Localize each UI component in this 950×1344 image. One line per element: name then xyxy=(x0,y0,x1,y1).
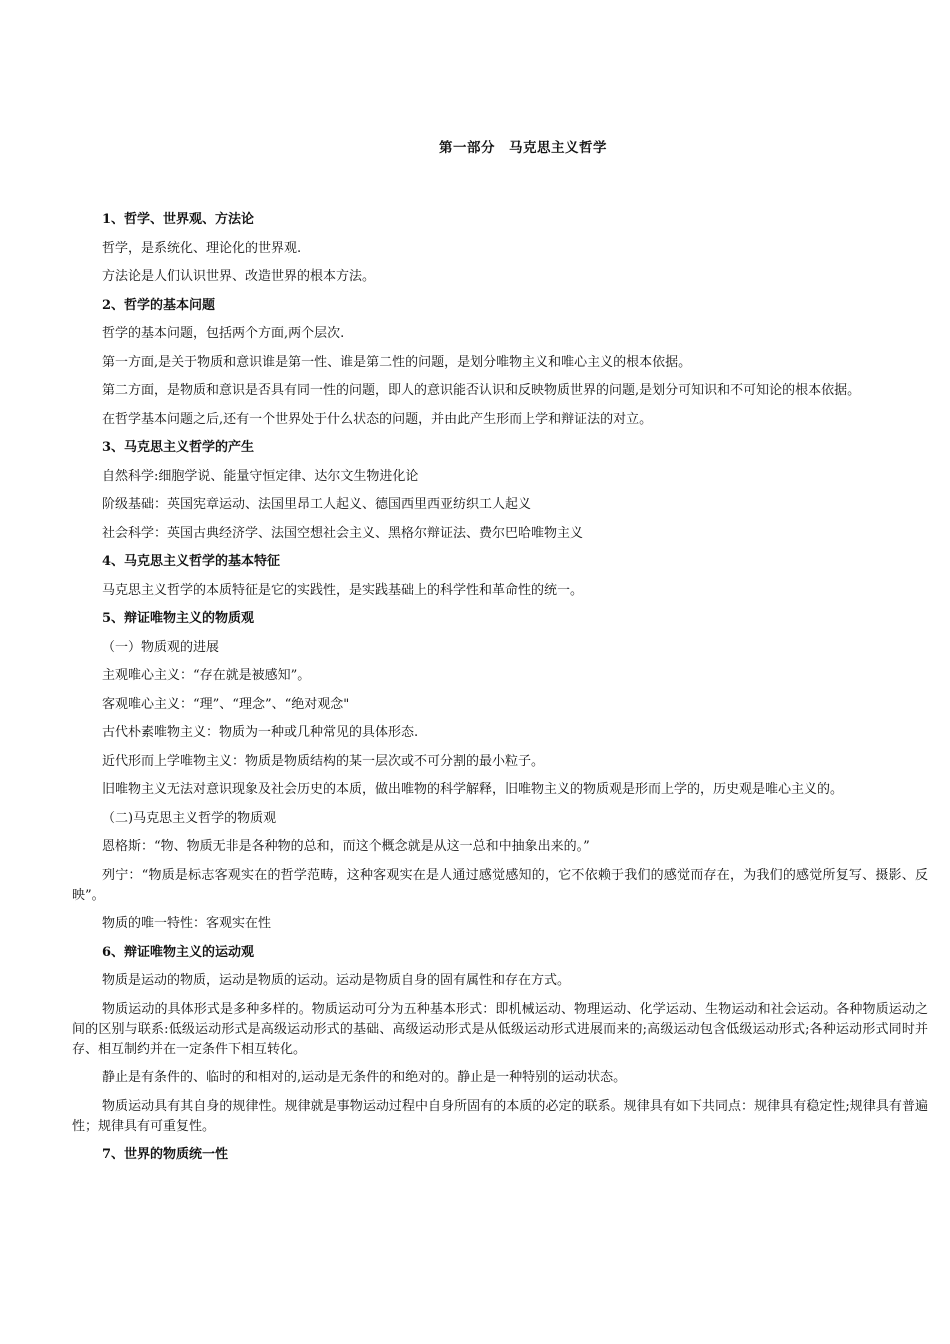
paragraph: 在哲学基本问题之后,还有一个世界处于什么状态的问题，并由此产生形而上学和辩证法的对立。 xyxy=(102,411,653,427)
section-heading: 3、马克思主义哲学的产生 xyxy=(102,440,255,455)
section-heading: 7、世界的物质统一性 xyxy=(102,1147,229,1162)
paragraph: 哲学的基本问题，包括两个方面,两个层次. xyxy=(102,326,345,341)
paragraph: 物质运动的具体形式是多种多样的。物质运动可分为五种基本形式：即机械运动、物理运动、化学运动、生物运动和社会运动。各种物质运动之间的区别与联系:低级运动形式是高级运动形式的基础、高级运动形式是从低级运动形式进展而来的;高级运动包含低级运动形式;各种运动形式同时并存、相互制约并在一定条件下相互转化。 xyxy=(72,1001,928,1057)
document-title: 第一部分 马克思主义哲学 xyxy=(439,140,607,156)
section-heading: 6、辩证唯物主义的运动观 xyxy=(102,944,255,960)
paragraph: （二)马克思主义哲学的物质观 xyxy=(102,810,277,826)
paragraph: 马克思主义哲学的本质特征是它的实践性，是实践基础上的科学性和革命性的统一。 xyxy=(102,582,584,598)
paragraph: 社会科学：英国古典经济学、法国空想社会主义、黑格尔辩证法、费尔巴哈唯物主义 xyxy=(102,525,584,541)
paragraph: 第一方面,是关于物质和意识谁是第一性、谁是第二性的问题，是划分唯物主义和唯心主义的根本依据。 xyxy=(102,354,692,370)
paragraph: 第二方面，是物质和意识是否具有同一性的问题，即人的意识能否认识和反映物质世界的问题,是划分可知识和不可知论的根本依据。 xyxy=(102,383,861,398)
document-body xyxy=(72,210,928,1174)
paragraph: 恩格斯：“物、物质无非是各种物的总和，而这个概念就是从这一总和中抽象出来的。” xyxy=(102,839,590,854)
paragraph: 阶级基础：英国宪章运动、法国里昂工人起义、德国西里西亚纺织工人起义 xyxy=(102,497,532,512)
paragraph: 旧唯物主义无法对意识现象及社会历史的本质，做出唯物的科学解释，旧唯物主义的物质观是形而上学的，历史观是唯心主义的。 xyxy=(102,782,844,797)
section-heading: 2、哲学的基本问题 xyxy=(102,297,216,313)
section-heading: 1、哲学、世界观、方法论 xyxy=(102,212,255,227)
paragraph: 自然科学:细胞学说、能量守恒定律、达尔文生物进化论 xyxy=(102,468,419,484)
paragraph: 主观唯心主义：“存在就是被感知”。 xyxy=(102,668,311,683)
paragraph: 古代朴素唯物主义：物质为一种或几种常见的具体形态. xyxy=(102,725,419,740)
paragraph: 静止是有条件的、临时的和相对的,运动是无条件的和绝对的。静止是一种特别的运动状态。 xyxy=(102,1070,627,1085)
paragraph: 物质的唯一特性：客观实在性 xyxy=(102,916,272,931)
paragraph: 客观唯心主义：“理”、“理念”、“绝对观念" xyxy=(102,696,350,712)
paragraph: 哲学，是系统化、理论化的世界观. xyxy=(102,240,302,256)
paragraph: 列宁：“物质是标志客观实在的哲学范畴，这种客观实在是人通过感觉感知的，它不依赖于我们的感觉而存在，为我们的感觉所复写、摄影、反映”。 xyxy=(72,867,928,903)
paragraph: （一）物质观的进展 xyxy=(102,639,220,655)
paragraph: 物质是运动的物质，运动是物质的运动。运动是物质自身的固有属性和存在方式。 xyxy=(102,973,571,988)
section-heading: 4、马克思主义哲学的基本特征 xyxy=(102,554,281,569)
section-heading: 5、辩证唯物主义的物质观 xyxy=(102,611,255,626)
paragraph: 物质运动具有其自身的规律性。规律就是事物运动过程中自身所固有的本质的必定的联系。规律具有如下共同点：规律具有稳定性;规律具有普遍性；规律具有可重复性。 xyxy=(72,1098,928,1134)
paragraph: 近代形而上学唯物主义：物质是物质结构的某一层次或不可分割的最小粒子。 xyxy=(102,753,545,769)
paragraph: 方法论是人们认识世界、改造世界的根本方法。 xyxy=(102,269,376,284)
